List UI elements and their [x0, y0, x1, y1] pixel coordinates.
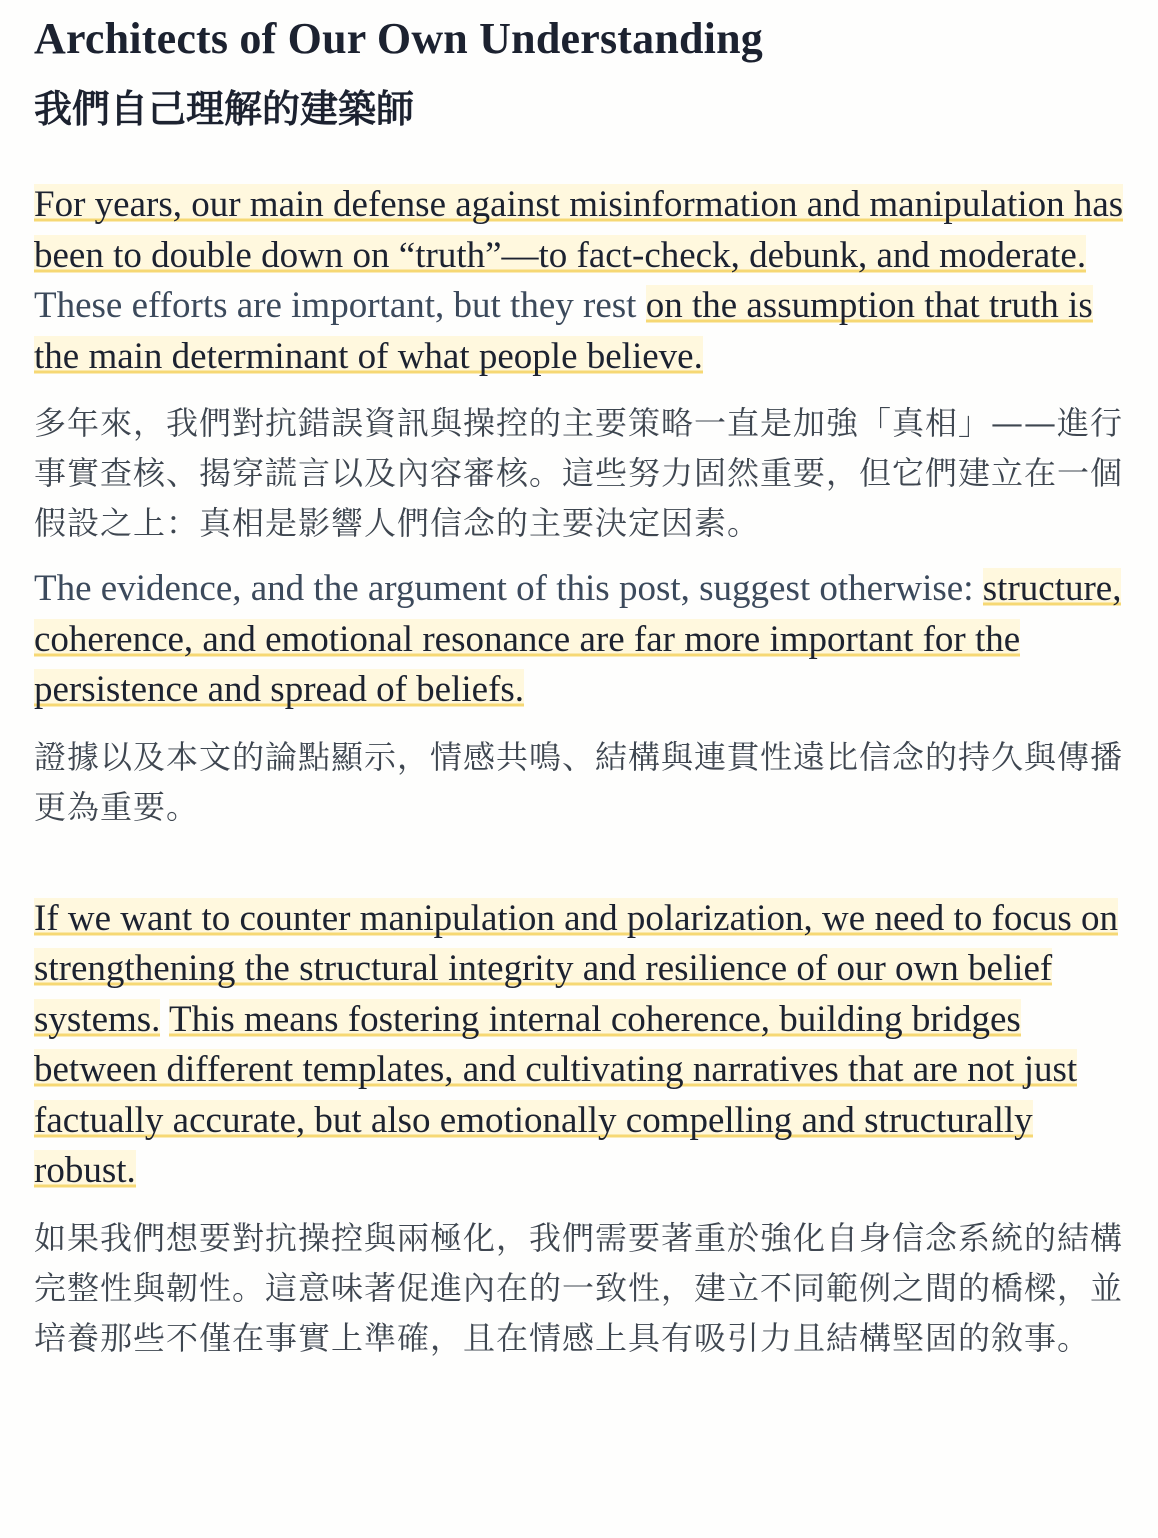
highlight[interactable]: For years, our main defense against misinformation and manipulation has been to double down on “truth”—to fact-check, debunk, and moderate.	[34, 184, 1124, 276]
highlight[interactable]: on the assumption that truth is the main determinant of what people believe.	[34, 285, 1093, 377]
paragraph-2-english	[34, 564, 1142, 716]
paragraph-3-english	[34, 894, 1142, 1197]
article-subtitle-zh: 我們自己理解的建築師	[34, 86, 415, 131]
highlight[interactable]: If we want to counter manipulation and polarization, we need to focus on strengthening the structural integrity and resilience of our own belief systems.	[34, 897, 1118, 1040]
plain-text	[160, 999, 169, 1040]
highlight[interactable]: This means fostering internal coherence, building bridges between different templates, and cultivating narratives that are not just factually accurate, but also emotionally compelling and structurally robust.	[34, 998, 1078, 1191]
paragraph-1-english	[34, 180, 1142, 382]
paragraph-1-chinese: 多年來，我們對抗錯誤資訊與操控的主要策略一直是加強「真相」——進行事實查核、揭穿謊言以及內容審核。這些努力固然重要，但它們建立在一個假設之上：真相是影響人們信念的主要決定因素。	[34, 404, 1124, 542]
paragraph-2-chinese: 證據以及本文的論點顯示，情感共鳴、結構與連貫性遠比信念的持久與傳播更為重要。	[34, 737, 1124, 826]
article-title: Architects of Our Own Understanding	[34, 14, 763, 63]
paragraph-3-chinese: 如果我們想要對抗操控與兩極化，我們需要著重於強化自身信念系統的結構完整性與韌性。這意味著促進內在的一致性，建立不同範例之間的橋樑，並培養那些不僅在事實上準確，且在情感上具有吸引力且結構堅固的敘事。	[34, 1218, 1124, 1357]
plain-text: These efforts are important, but they rest	[34, 285, 646, 326]
highlight[interactable]: structure, coherence, and emotional resonance are far more important for the persistence and spread of beliefs.	[34, 568, 1122, 710]
plain-text: The evidence, and the argument of this post, suggest otherwise:	[34, 568, 983, 609]
article	[34, 12, 1142, 1363]
